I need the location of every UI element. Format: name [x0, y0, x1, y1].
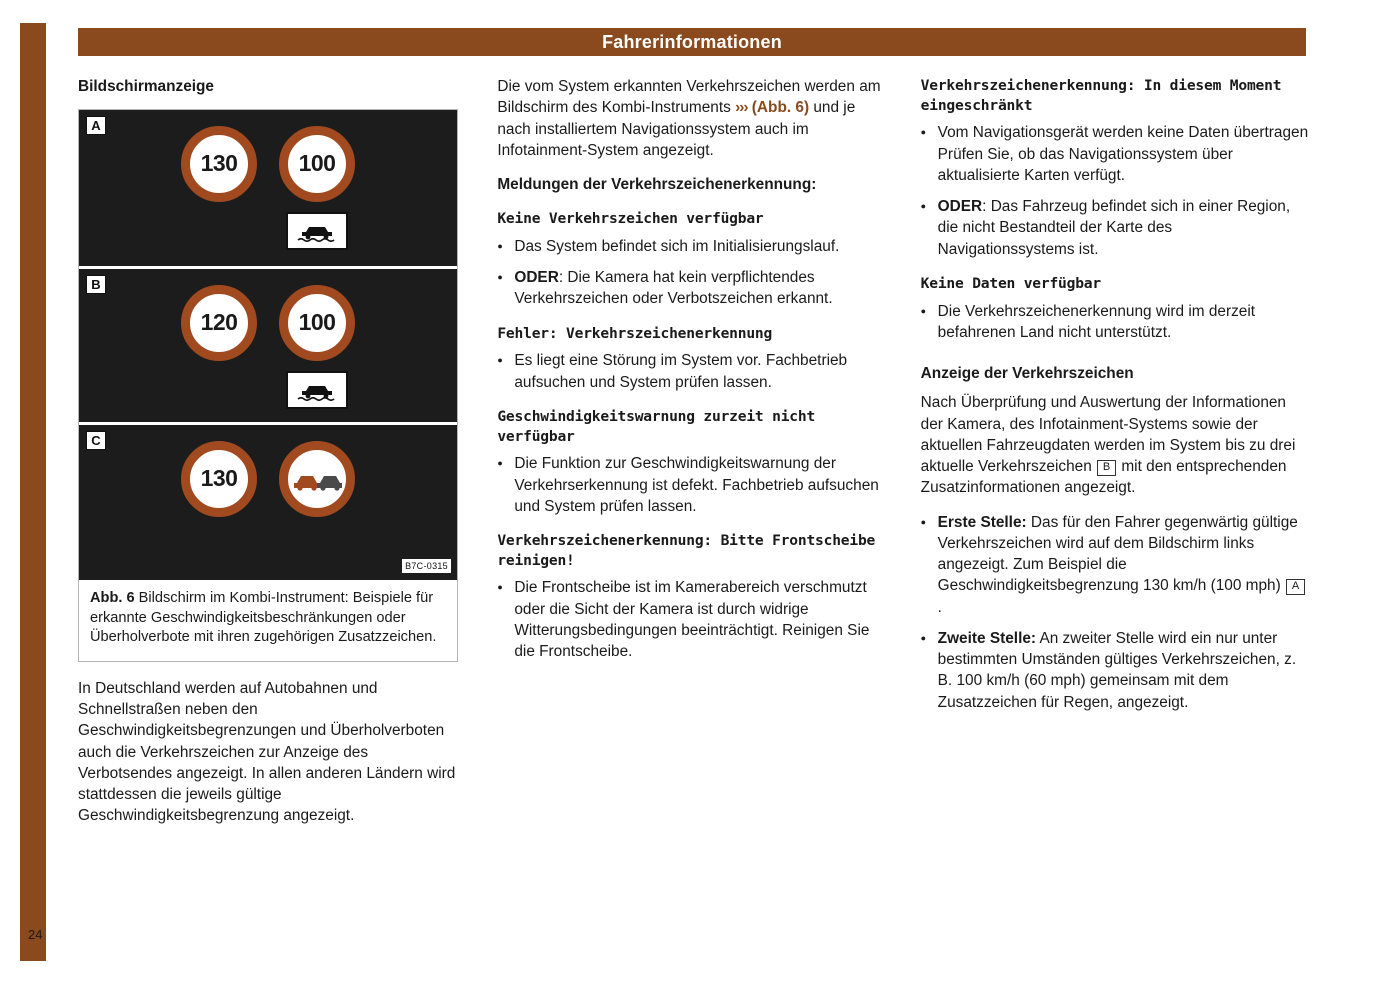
panel-letter-c: C — [86, 431, 106, 450]
message-heading-keine-daten: Keine Daten verfügbar — [920, 274, 1101, 292]
list-item — [921, 301, 1310, 344]
speed-limit-sign: 130 — [181, 126, 257, 202]
page-header — [78, 28, 1306, 56]
panel-b-signs — [79, 269, 457, 422]
paragraph-text-a: Nach Überprüfung und Auswertung der Informationen der Kamera, des Infotainment-Systems sowie der aktuellen Fahrzeugdaten werden im System bis zu drei aktuelle Verkehrszeichen — [920, 394, 1296, 476]
bullet-text: : Die Kamera hat kein verpflichtendes Verkehrszeichen oder Verbotszeichen erkannt. — [514, 269, 833, 308]
message-heading-geschwindigkeitswarnung: Geschwindigkeitswarnung zurzeit nicht verfügbar — [497, 407, 816, 445]
bullet-bold-lead: Zweite Stelle: — [937, 629, 1037, 647]
list-item — [921, 122, 1310, 186]
header-title: Fahrerinformationen — [602, 31, 782, 52]
label-box-b: B — [1097, 460, 1116, 476]
bullet-bold-lead: Erste Stelle: — [937, 513, 1027, 531]
figure-caption-text: Bildschirm im Kombi-Instrument: Beispiele für erkannte Geschwindigkeitsbeschränkungen oder Überholverbote mit ihren zugehörigen Zusatzzeichen. — [90, 590, 437, 646]
sign-group-secondary — [279, 441, 355, 517]
bullet-bold-lead: ODER — [514, 269, 559, 287]
sign-group-primary — [181, 126, 257, 202]
list-item — [921, 512, 1310, 618]
figure-abb-6 — [78, 109, 458, 662]
column-right — [921, 76, 1310, 840]
left-body-paragraph: In Deutschland werden auf Autobahnen und Schnellstraßen neben den Geschwindigkeitsbegrenzungen und Überholverboten auch die Verkehrszeichen zur Anzeige des Verbotsendes angezeigt. In allen anderen Ländern wird stattdessen die jeweils gültige Geschwindigkeitsbegrenzung angezeigt. — [78, 679, 456, 825]
column-middle — [497, 76, 886, 840]
intro-paragraph — [497, 76, 886, 161]
bullet-text: Die Verkehrszeichenerkennung wird im derzeit befahrenen Land nicht unterstützt. — [937, 302, 1256, 341]
bullet-text-end: . — [937, 598, 942, 616]
speed-limit-sign: 100 — [279, 126, 355, 202]
bullet-text: Es liegt eine Störung im System vor. Fachbetrieb aufsuchen und System prüfen lassen. — [514, 352, 848, 391]
list-item — [497, 453, 886, 517]
section-heading-anzeige: Anzeige der Verkehrszeichen — [920, 365, 1134, 383]
figure-panel-b — [79, 266, 457, 422]
intro-text-b: und je nach installiertem Navigationssystem auch im Infotainment-System angezeigt. — [497, 99, 856, 159]
paragraph-text-b: mit den entsprechenden Zusatzinformationen angezeigt. — [920, 458, 1287, 497]
sign-group-secondary — [279, 285, 355, 409]
page-edge-tab — [20, 23, 46, 961]
panel-a-signs — [79, 110, 457, 266]
figure-image — [79, 110, 457, 580]
label-box-a: A — [1286, 579, 1305, 595]
list-item — [497, 236, 886, 257]
list-item — [497, 350, 886, 393]
bullet-text: Die Frontscheibe ist im Kamerabereich verschmutzt oder die Sicht der Kamera ist durch widrige Witterungsbedingungen beeinträchtigt. Reinigen Sie die Frontscheibe. — [514, 579, 870, 661]
figure-panel-a — [79, 110, 457, 266]
sign-group-secondary — [279, 126, 355, 250]
message-heading-frontscheibe: Verkehrszeichenerkennung: Bitte Frontscheibe reinigen! — [497, 532, 876, 569]
rain-plate-icon — [286, 212, 348, 250]
figure-caption — [79, 580, 457, 661]
bullet-text: An zweiter Stelle wird ein nur unter bestimmten Umständen gültiges Verkehrszeichen, z. B. 100 km/h (60 mph) gemeinsam mit dem Zusatzzeichen für Regen, angezeigt. — [937, 629, 1297, 711]
bullet-text: Das für den Fahrer gegenwärtig gültige Verkehrszeichen wird auf dem Bildschirm links angezeigt. Zum Beispiel die Geschwindigkeitsbegrenzung 130 km/h (100 mph) — [937, 513, 1298, 595]
panel-letter-a: A — [86, 116, 106, 135]
speed-limit-sign: 130 — [181, 441, 257, 517]
chevron-ref-icon: ››› — [735, 99, 748, 117]
speed-limit-sign: 120 — [181, 285, 257, 361]
message-heading-keine-verkehrszeichen: Keine Verkehrszeichen verfügbar — [497, 210, 764, 228]
column-left — [78, 76, 463, 840]
panel-letter-b: B — [86, 275, 106, 294]
list-item — [921, 196, 1310, 260]
message-heading-eingeschraenkt: Verkehrszeichenerkennung: In diesem Moment eingeschränkt — [920, 77, 1282, 114]
figure-caption-label: Abb. 6 — [90, 590, 135, 607]
list-item — [497, 577, 886, 662]
no-overtaking-icon — [279, 441, 355, 517]
messages-heading: Meldungen der Verkehrszeichenerkennung: — [497, 176, 817, 193]
intro-text-a: Die vom System erkannten Verkehrszeichen werden am Bildschirm des Kombi-Instruments — [497, 78, 881, 117]
message-heading-fehler: Fehler: Verkehrszeichenerkennung — [497, 324, 773, 342]
bullet-bold-lead: ODER — [937, 198, 983, 216]
list-item — [497, 267, 886, 310]
figure-panel-c — [79, 422, 457, 578]
figure-reference-link[interactable]: (Abb. 6) — [751, 99, 810, 117]
bullet-text: : Das Fahrzeug befindet sich in einer Region, die nicht Bestandteil der Karte des Navigationssystems ist. — [937, 198, 1291, 258]
page-number: 24 — [28, 927, 43, 942]
speed-limit-sign: 100 — [279, 285, 355, 361]
sign-group-primary — [181, 441, 257, 517]
right-paragraph — [921, 392, 1310, 498]
page-content — [78, 76, 1310, 840]
figure-code: B7C-0315 — [402, 559, 451, 573]
section-heading-bildschirmanzeige: Bildschirmanzeige — [78, 78, 214, 95]
list-item — [921, 628, 1310, 713]
sign-group-primary — [181, 285, 257, 361]
bullet-text: Die Funktion zur Geschwindigkeitswarnung der Verkehrserkennung ist defekt. Fachbetrieb aufsuchen und System prüfen lassen. — [514, 455, 879, 515]
bullet-text: Vom Navigationsgerät werden keine Daten übertragen Prüfen Sie, ob das Navigationssystem über aktualisierte Karten verfügt. — [937, 124, 1309, 184]
rain-plate-icon — [286, 371, 348, 409]
panel-c-signs — [79, 425, 457, 578]
bullet-text: Das System befindet sich im Initialisierungslauf. — [514, 237, 840, 255]
